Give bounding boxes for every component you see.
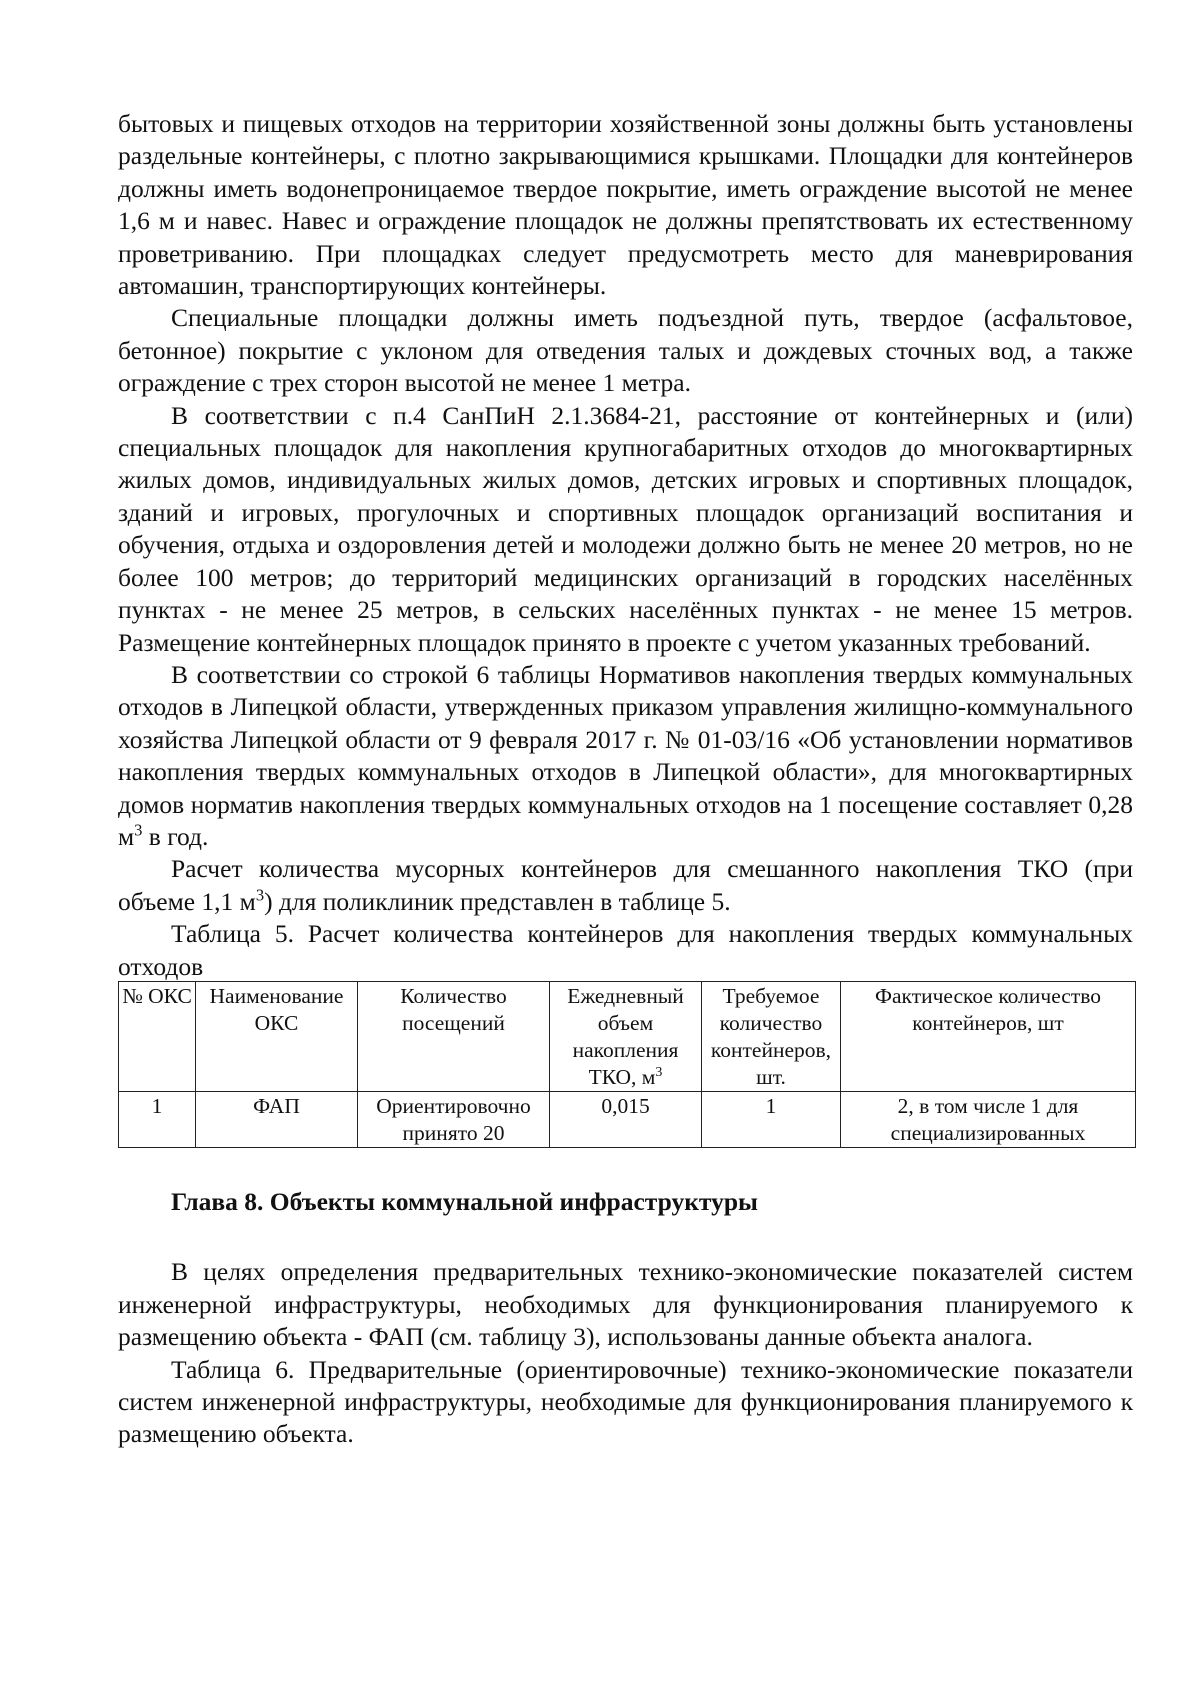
paragraph-calculation-text: Расчет количества мусорных контейнеров для смешанного накопления ТКО (при объеме 1,1 м	[118, 854, 1133, 916]
superscript: 3	[655, 1064, 663, 1080]
header-visits: Количество посещений	[358, 981, 550, 1091]
cell-daily-volume: 0,015	[550, 1091, 702, 1147]
paragraph-norms-tail: в год.	[142, 821, 209, 851]
table-row	[119, 1091, 1136, 1147]
cell-actual: 2, в том числе 1 для специализированных	[841, 1091, 1136, 1147]
paragraph-calculation	[118, 853, 1133, 918]
cell-name: ФАП	[196, 1091, 358, 1147]
paragraph-analog-object: В целях определения предварительных технико-экономические показателей систем инженерной инфраструктуры, необходимых для функционирования планируемого к размещению объекта - ФАП (см. таблицу 3), использованы данные объекта аналога.	[118, 1257, 1133, 1352]
paragraph-containers: бытовых и пищевых отходов на территории хозяйственной зоны должны быть установлены раздельные контейнеры, с плотно закрывающимися крышками. Площадки для контейнеров должны иметь водонепроницаемое твердое покрытие, иметь ограждение высотой не менее 1,6 м и навес. Навес и ограждение площадок не должны препятствовать их естественному проветриванию. При площадках следует предусмотреть место для маневрирования автомашин, транспортирующих контейнеры.	[118, 109, 1133, 301]
header-required: Требуемое количество контейнеров, шт.	[702, 981, 841, 1091]
document-page	[118, 108, 1133, 1451]
table-container-calculation	[118, 981, 1136, 1148]
header-daily-volume	[550, 981, 702, 1091]
cell-required: 1	[702, 1091, 841, 1147]
chapter-heading: Глава 8. Объекты коммунальной инфраструктуры	[171, 1186, 758, 1216]
header-name: Наименование ОКС	[196, 981, 358, 1091]
table5-caption: Таблица 5. Расчет количества контейнеров для накопления твердых коммунальных отходов	[118, 919, 1133, 981]
cell-visits: Ориентировочно принято 20	[358, 1091, 550, 1147]
paragraph-norms-text: В соответствии со строкой 6 таблицы Нормативов накопления твердых коммунальных отходов в Липецкой области, утвержденных приказом управления жилищно-коммунального хозяйства Липецкой области от 9 февраля 2017 г. № 01-03/16 «Об установлении нормативов накопления твердых коммунальных отходов в Липецкой области», для многоквартирных домов норматив накопления твердых коммунальных отходов на 1 посещение составляет 0,28 м	[118, 659, 1133, 851]
header-actual: Фактическое количество контейнеров, шт	[841, 981, 1136, 1091]
superscript: 3	[134, 820, 143, 840]
table-header-row	[119, 981, 1136, 1091]
superscript: 3	[255, 885, 265, 905]
paragraph-norms	[118, 659, 1133, 853]
cell-num: 1	[119, 1091, 196, 1147]
paragraph-sanpin-distances: В соответствии с п.4 СанПиН 2.1.3684-21, расстояние от контейнерных и (или) специальных площадок для накопления крупногабаритных отходов до многоквартирных жилых домов, индивидуальных жилых домов, детских игровых и спортивных площадок, зданий и игровых, прогулочных и спортивных площадок организаций воспитания и обучения, отдыха и оздоровления детей и молодежи должно быть не менее 20 метров, но не более 100 метров; до территорий медицинских организаций в городских населённых пунктах - не менее 25 метров, в сельских населённых пунктах - не менее 15 метров. Размещение контейнерных площадок принято в проекте с учетом указанных требований.	[118, 400, 1133, 657]
paragraph-calculation-tail: ) для поликлиник представлен в таблице 5.	[264, 886, 731, 916]
paragraph-special-sites: Специальные площадки должны иметь подъездной путь, твердое (асфальтовое, бетонное) покрытие с уклоном для отведения талых и дождевых сточных вод, а также ограждение с трех сторон высотой не менее 1 метра.	[118, 303, 1133, 398]
header-daily-volume-text: Ежедневный объем накопления ТКО, м	[567, 983, 684, 1089]
header-num: № ОКС	[119, 981, 196, 1091]
table6-caption: Таблица 6. Предварительные (ориентировочные) технико-экономические показатели систем инженерной инфраструктуры, необходимые для функционирования планируемого к размещению объекта.	[118, 1354, 1133, 1449]
